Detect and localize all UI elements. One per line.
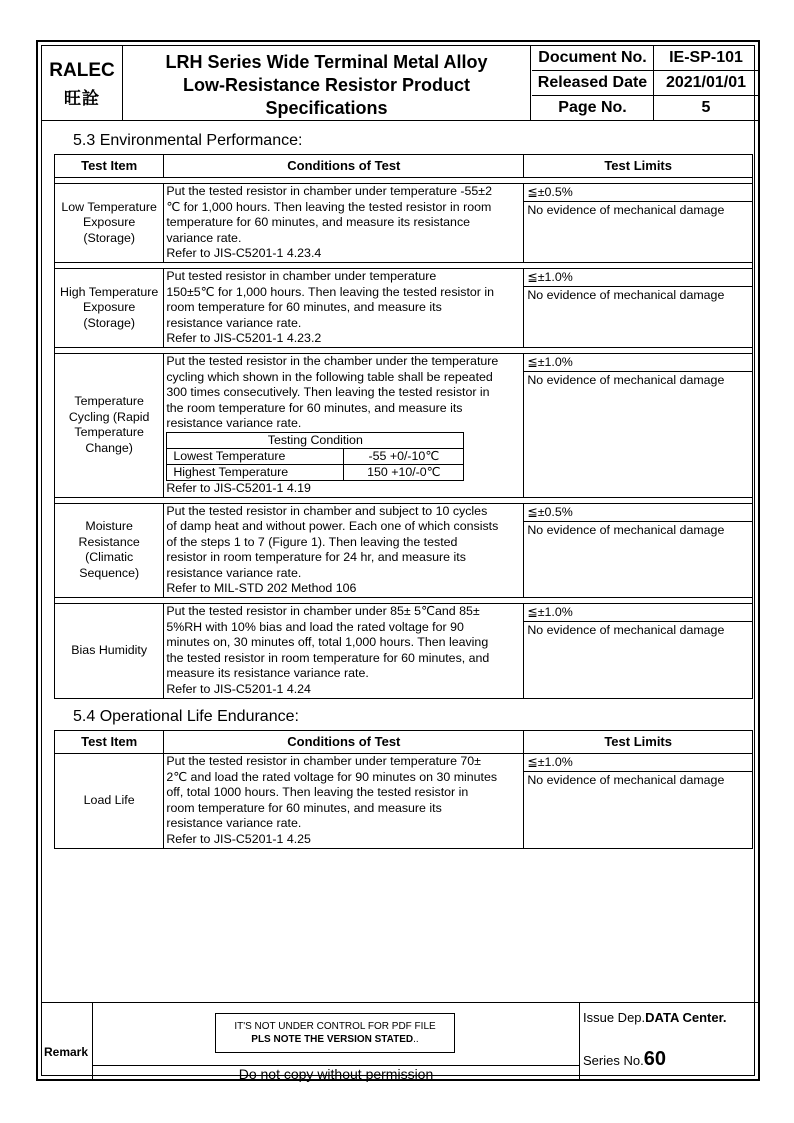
series-number xyxy=(583,1048,666,1071)
notice-bold: PLS NOTE THE VERSION STATED xyxy=(251,1034,414,1045)
test-item-cell xyxy=(55,268,164,347)
test-item-text: Cycling (Rapid xyxy=(68,409,150,424)
copy-notice: Do not copy without permission xyxy=(238,1066,434,1082)
table-header-row xyxy=(55,155,753,178)
meta-label: Released Date xyxy=(532,71,654,95)
condition-line: temperature for 60 minutes, and measure its resistance xyxy=(166,215,471,230)
pdf-control-notice xyxy=(215,1013,455,1053)
condition-line: Put the tested resistor in chamber under temperature 70± xyxy=(166,754,481,768)
inner-table-row xyxy=(167,464,464,480)
test-item-text: Exposure xyxy=(82,215,136,230)
condition-line: Refer to JIS-C5201-1 4.23.2 xyxy=(166,331,322,346)
condition-line: room temperature for 60 minutes, and measure its xyxy=(166,300,442,315)
condition-line: the room temperature for 60 minutes, and measure its xyxy=(166,400,463,415)
remark-cell xyxy=(42,1003,93,1081)
inner-table-row xyxy=(167,448,464,464)
table-row xyxy=(55,754,753,849)
damage-limit: No evidence of mechanical damage xyxy=(527,623,725,638)
meta-page-no xyxy=(532,96,758,120)
remark-label: Remark xyxy=(44,1045,89,1059)
variance-limit: ≦±0.5% xyxy=(524,184,752,202)
condition-line: Refer to MIL-STD 202 Method 106 xyxy=(166,581,357,596)
meta-value: 5 xyxy=(701,99,711,116)
conditions-cell xyxy=(164,268,524,347)
table-header-row xyxy=(55,731,753,754)
condition-line: off, total 1000 hours. Then leaving the tested resistor in xyxy=(166,785,469,800)
document-meta xyxy=(532,46,758,120)
variance-limit: ≦±1.0% xyxy=(524,269,752,287)
test-item-cell xyxy=(55,184,164,263)
column-header: Test Limits xyxy=(524,155,753,178)
limits-cell xyxy=(524,268,753,347)
column-header: Conditions of Test xyxy=(164,155,524,178)
title-line: Specifications xyxy=(265,98,388,118)
test-item-text: (Storage) xyxy=(83,230,135,245)
test-item-text: Change) xyxy=(85,440,133,455)
issue-value: DATA Center. xyxy=(645,1010,727,1025)
damage-limit: No evidence of mechanical damage xyxy=(527,773,725,787)
title-line: LRH Series Wide Terminal Metal Alloy xyxy=(165,52,488,72)
table-row xyxy=(55,184,753,263)
meta-document-no xyxy=(532,46,758,71)
condition-line: Refer to JIS-C5201-1 4.19 xyxy=(166,480,311,495)
variance-limit: ≦±1.0% xyxy=(524,354,752,372)
condition-line: resistance variance rate. xyxy=(166,565,302,580)
damage-limit: No evidence of mechanical damage xyxy=(527,372,725,387)
test-item-text: Temperature xyxy=(74,394,144,409)
environmental-performance-table xyxy=(54,154,753,699)
series-value: 60 xyxy=(643,1048,666,1070)
condition-line: 5%RH with 10% bias and load the rated voltage for 90 xyxy=(166,619,464,634)
inner-cell: 150 +10/-0℃ xyxy=(344,464,464,480)
table-row xyxy=(55,268,753,347)
notice-line: IT'S NOT UNDER CONTROL FOR PDF FILE xyxy=(234,1021,436,1032)
notice-line xyxy=(216,1033,454,1046)
meta-value: 2021/01/01 xyxy=(665,74,747,91)
condition-line: 300 times consecutively. Then leaving the tested resistor in xyxy=(166,385,490,400)
section-title-environmental: 5.3 Environmental Performance: xyxy=(73,132,303,149)
limits-cell xyxy=(524,503,753,598)
document-header xyxy=(42,46,758,121)
condition-line: cycling which shown in the following table shall be repeated xyxy=(166,369,493,384)
condition-line: 150±5℃ for 1,000 hours. Then leaving the tested resistor in xyxy=(166,284,495,299)
condition-line: 2℃ and load the rated voltage for 90 minutes on 30 minutes xyxy=(166,769,498,784)
condition-line: Put the tested resistor in chamber under temperature -55±2 xyxy=(166,184,492,198)
column-header: Test Item xyxy=(55,731,164,754)
operational-life-table xyxy=(54,730,753,849)
conditions-cell xyxy=(164,604,524,699)
table-row xyxy=(55,503,753,598)
limits-cell xyxy=(524,184,753,263)
condition-line: of damp heat and without power. Each one of which consists xyxy=(166,519,499,534)
test-item-cell xyxy=(55,353,164,497)
inner-cell: -55 +0/-10℃ xyxy=(344,448,464,464)
condition-line: minutes on, 30 minutes off, total 1,000 hours. Then leaving xyxy=(166,635,489,650)
damage-limit: No evidence of mechanical damage xyxy=(527,522,725,537)
inner-table-header: Testing Condition xyxy=(167,432,464,448)
footer-notice-area xyxy=(93,1003,580,1081)
meta-label: Page No. xyxy=(532,96,654,120)
condition-line: Put the tested resistor in the chamber under the temperature xyxy=(166,353,499,368)
meta-label: Document No. xyxy=(532,46,654,70)
condition-line: room temperature for 60 minutes, and measure its xyxy=(166,800,442,815)
test-item-text: Bias Humidity xyxy=(71,643,148,658)
table-row xyxy=(55,353,753,497)
section-title-operational-life: 5.4 Operational Life Endurance: xyxy=(73,708,299,725)
test-item-text: Moisture xyxy=(85,519,133,534)
test-item-text: (Climatic xyxy=(85,550,134,565)
test-item-cell xyxy=(55,604,164,699)
condition-line: resistance variance rate. xyxy=(166,816,302,831)
test-item-text: Load Life xyxy=(83,792,135,807)
series-label: Series No. xyxy=(583,1053,644,1068)
condition-line: measure its resistance variance rate. xyxy=(166,666,369,681)
column-header: Test Item xyxy=(55,155,164,178)
meta-value: IE-SP-101 xyxy=(669,49,743,66)
condition-line: resistance variance rate. xyxy=(166,315,302,330)
test-item-text: Low Temperature xyxy=(61,199,157,214)
limits-cell xyxy=(524,604,753,699)
footer-issue-area xyxy=(580,1003,758,1081)
condition-line: Put the tested resistor in chamber under 85± 5℃and 85± xyxy=(166,604,480,619)
test-item-text: Exposure xyxy=(82,300,136,315)
conditions-cell xyxy=(164,184,524,263)
logo-text-en: RALEC xyxy=(49,60,115,81)
page-frame xyxy=(41,45,755,1082)
conditions-cell xyxy=(164,503,524,598)
damage-limit: No evidence of mechanical damage xyxy=(527,287,725,302)
company-logo xyxy=(42,46,123,120)
condition-line: resistor in room temperature for 24 hr, and measure its xyxy=(166,550,466,565)
condition-line: of the steps 1 to 7 (Figure 1). Then leaving the tested xyxy=(166,534,458,549)
condition-line: the tested resistor in room temperature for 60 minutes, and xyxy=(166,650,490,665)
condition-line: resistance variance rate. xyxy=(166,416,302,431)
notice-suffix: .. xyxy=(413,1034,419,1045)
test-item-cell xyxy=(55,754,164,849)
test-item-text: Resistance xyxy=(78,534,140,549)
condition-line: variance rate. xyxy=(166,230,242,245)
conditions-cell xyxy=(164,353,524,497)
inner-cell: Highest Temperature xyxy=(167,464,344,480)
testing-condition-table xyxy=(166,432,464,481)
table-row xyxy=(55,604,753,699)
condition-line: Refer to JIS-C5201-1 4.25 xyxy=(166,831,311,846)
variance-limit: ≦±0.5% xyxy=(524,504,752,522)
title-line: Low-Resistance Resistor Product xyxy=(182,75,471,95)
test-item-text: Sequence) xyxy=(79,565,140,580)
condition-line: Refer to JIS-C5201-1 4.24 xyxy=(166,682,311,697)
document-title xyxy=(123,46,531,120)
variance-limit: ≦±1.0% xyxy=(524,604,752,622)
logo-text-cn: 旺詮 xyxy=(64,89,100,108)
condition-line: Put tested resistor in chamber under temperature xyxy=(166,268,437,283)
conditions-cell xyxy=(164,754,524,849)
test-item-cell xyxy=(55,503,164,598)
column-header: Test Limits xyxy=(524,731,753,754)
condition-line: ℃ for 1,000 hours. Then leaving the tested resistor in room xyxy=(166,199,492,214)
issue-label: Issue Dep. xyxy=(583,1010,646,1025)
inner-cell: Lowest Temperature xyxy=(167,448,344,464)
document-footer xyxy=(42,1002,758,1081)
limits-cell xyxy=(524,754,753,849)
test-item-text: (Storage) xyxy=(83,315,135,330)
limits-cell xyxy=(524,353,753,497)
condition-line: Refer to JIS-C5201-1 4.23.4 xyxy=(166,246,322,261)
test-item-text: Temperature xyxy=(74,425,144,440)
column-header: Conditions of Test xyxy=(164,731,524,754)
condition-line: Put the tested resistor in chamber and subject to 10 cycles xyxy=(166,503,488,518)
variance-limit: ≦±1.0% xyxy=(524,754,752,772)
issue-department xyxy=(583,1010,727,1025)
meta-released-date xyxy=(532,71,758,96)
document-page xyxy=(36,40,760,1081)
test-item-text: High Temperature xyxy=(60,284,159,299)
damage-limit: No evidence of mechanical damage xyxy=(527,203,725,217)
